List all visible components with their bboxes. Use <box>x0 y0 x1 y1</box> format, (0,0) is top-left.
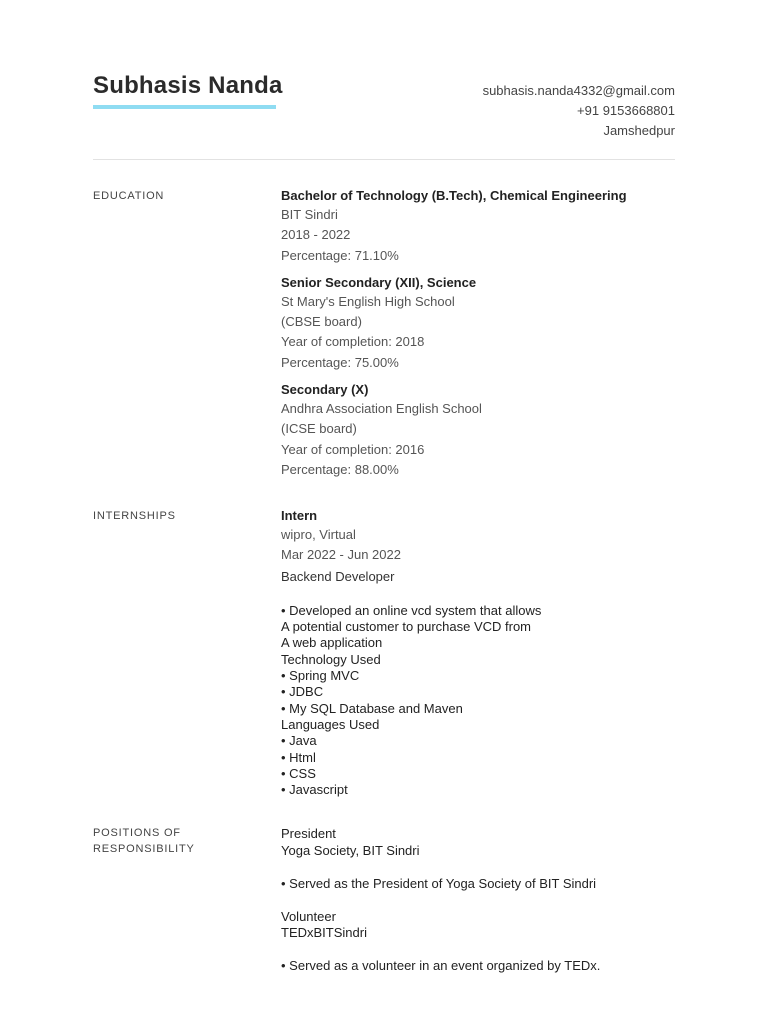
education-institute: BIT Sindri <box>281 207 338 222</box>
education-entry <box>281 380 675 480</box>
positions-entries <box>281 826 675 975</box>
education-institute: Andhra Association English School <box>281 401 482 417</box>
header-divider <box>93 159 675 160</box>
education-board: (ICSE board) <box>281 421 357 437</box>
positions-text: President Yoga Society, BIT Sindri • Served as the President of Yoga Society of BIT Sindri Volunteer TEDxBITSindri • Served as a volunteer in an event organized by TEDx. <box>281 826 601 973</box>
location: Jamshedpur <box>603 123 675 138</box>
education-years: 2018 - 2022 <box>281 227 351 243</box>
education-percentage: Percentage: 75.00% <box>281 354 399 370</box>
section-title-line: POSITIONS OF <box>93 827 181 839</box>
internship-entry <box>281 506 675 798</box>
internship-dates: Mar 2022 - Jun 2022 <box>281 547 401 563</box>
contact-info <box>483 81 675 141</box>
section-title-education: EDUCATION <box>93 190 165 202</box>
education-board: (CBSE board) <box>281 314 362 330</box>
education-entry <box>281 273 675 373</box>
education-entry <box>281 186 675 266</box>
education-completion-year: Year of completion: 2018 <box>281 334 425 350</box>
email-address: subhasis.nanda4332@gmail.com <box>482 83 675 98</box>
education-institute: St Mary's English High School <box>281 293 455 309</box>
education-entries <box>281 186 675 487</box>
section-title-line: RESPONSIBILITY <box>93 843 195 855</box>
internship-position: Backend Developer <box>281 568 395 584</box>
section-title-internships: INTERNSHIPS <box>93 510 176 522</box>
education-completion-year: Year of completion: 2016 <box>281 441 425 457</box>
internship-description: • Developed an online vcd system that allows A potential customer to purchase VCD from A web application Technology Used • Spring MVC • JDBC • My SQL Database and Maven Languages Used • Java • Html • CSS • Javascript <box>281 602 542 798</box>
phone-number: +91 9153668801 <box>577 103 675 118</box>
resume-page <box>93 0 675 1024</box>
education-degree: Bachelor of Technology (B.Tech), Chemical Engineering <box>281 188 627 203</box>
resume-header <box>93 72 675 138</box>
internship-company: wipro, Virtual <box>281 527 356 542</box>
section-title-positions <box>93 825 253 857</box>
education-percentage: Percentage: 88.00% <box>281 461 399 477</box>
candidate-name: Subhasis Nanda <box>93 72 283 99</box>
education-degree: Senior Secondary (XII), Science <box>281 274 477 290</box>
name-accent-underline <box>93 105 276 109</box>
education-degree: Secondary (X) <box>281 382 369 398</box>
internship-entries <box>281 506 675 798</box>
internship-role: Intern <box>281 508 318 523</box>
education-percentage: Percentage: 71.10% <box>281 247 399 263</box>
